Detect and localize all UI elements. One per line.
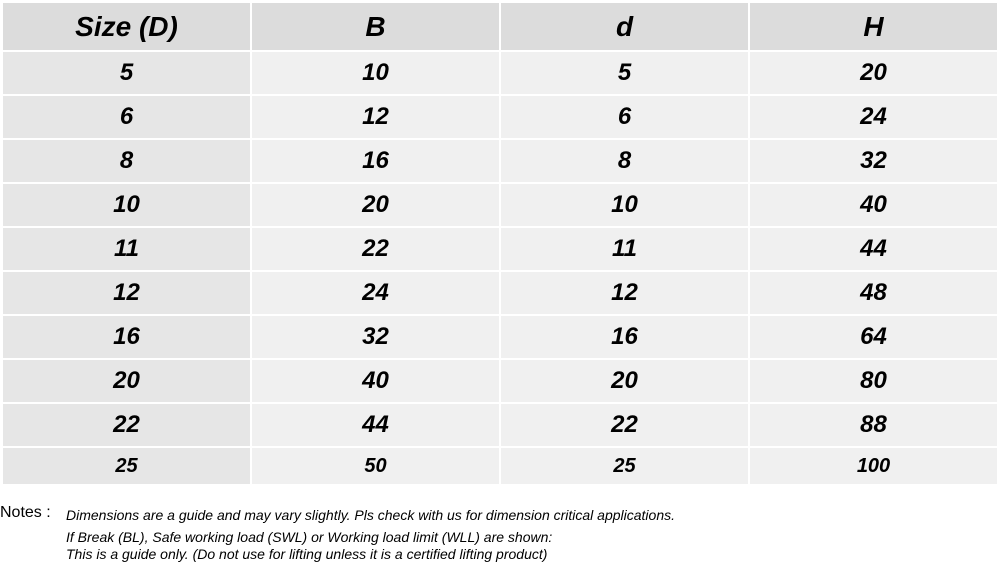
notes-line-guide: This is a guide only. (Do not use for lifting unless it is a certified lifting product) — [66, 546, 548, 562]
cell-b: 10 — [251, 51, 500, 95]
cell-h: 80 — [749, 359, 998, 403]
cell-d: 20 — [500, 359, 749, 403]
cell-d: 12 — [500, 271, 749, 315]
table-row — [2, 139, 998, 183]
cell-d: 8 — [500, 139, 749, 183]
cell-b: 20 — [251, 183, 500, 227]
cell-h: 44 — [749, 227, 998, 271]
cell-d: 16 — [500, 315, 749, 359]
cell-size: 11 — [2, 227, 251, 271]
cell-b: 22 — [251, 227, 500, 271]
notes-line-dimensions: Dimensions are a guide and may vary slightly. Pls check with us for dimension critical applications. — [66, 507, 676, 523]
cell-h: 24 — [749, 95, 998, 139]
cell-d: 6 — [500, 95, 749, 139]
cell-size: 16 — [2, 315, 251, 359]
cell-h: 88 — [749, 403, 998, 447]
cell-h: 20 — [749, 51, 998, 95]
cell-h: 48 — [749, 271, 998, 315]
cell-size: 22 — [2, 403, 251, 447]
cell-h: 40 — [749, 183, 998, 227]
cell-h: 100 — [749, 447, 998, 485]
cell-d: 25 — [500, 447, 749, 485]
table-row — [2, 359, 998, 403]
dimension-table — [1, 1, 999, 486]
cell-b: 12 — [251, 95, 500, 139]
notes-line-load: If Break (BL), Safe working load (SWL) or Working load limit (WLL) are shown: — [66, 529, 553, 545]
header-row — [2, 2, 998, 51]
cell-b: 24 — [251, 271, 500, 315]
cell-size: 5 — [2, 51, 251, 95]
cell-b: 32 — [251, 315, 500, 359]
cell-b: 50 — [251, 447, 500, 485]
cell-d: 22 — [500, 403, 749, 447]
table-row — [2, 51, 998, 95]
table-row — [2, 95, 998, 139]
cell-size: 6 — [2, 95, 251, 139]
cell-size: 12 — [2, 271, 251, 315]
cell-b: 16 — [251, 139, 500, 183]
notes-label: Notes : — [0, 504, 51, 521]
table-row — [2, 315, 998, 359]
header-b: B — [251, 2, 500, 51]
cell-d: 5 — [500, 51, 749, 95]
cell-b: 40 — [251, 359, 500, 403]
header-size: Size (D) — [2, 2, 251, 51]
header-d: d — [500, 2, 749, 51]
cell-size: 20 — [2, 359, 251, 403]
table-row — [2, 271, 998, 315]
table-row — [2, 227, 998, 271]
table-row — [2, 447, 998, 485]
cell-h: 32 — [749, 139, 998, 183]
cell-d: 10 — [500, 183, 749, 227]
table-row — [2, 183, 998, 227]
cell-size: 25 — [2, 447, 251, 485]
table-body — [2, 51, 998, 485]
cell-d: 11 — [500, 227, 749, 271]
header-h: H — [749, 2, 998, 51]
cell-size: 10 — [2, 183, 251, 227]
table-header — [2, 2, 998, 51]
table-row — [2, 403, 998, 447]
cell-b: 44 — [251, 403, 500, 447]
cell-size: 8 — [2, 139, 251, 183]
cell-h: 64 — [749, 315, 998, 359]
